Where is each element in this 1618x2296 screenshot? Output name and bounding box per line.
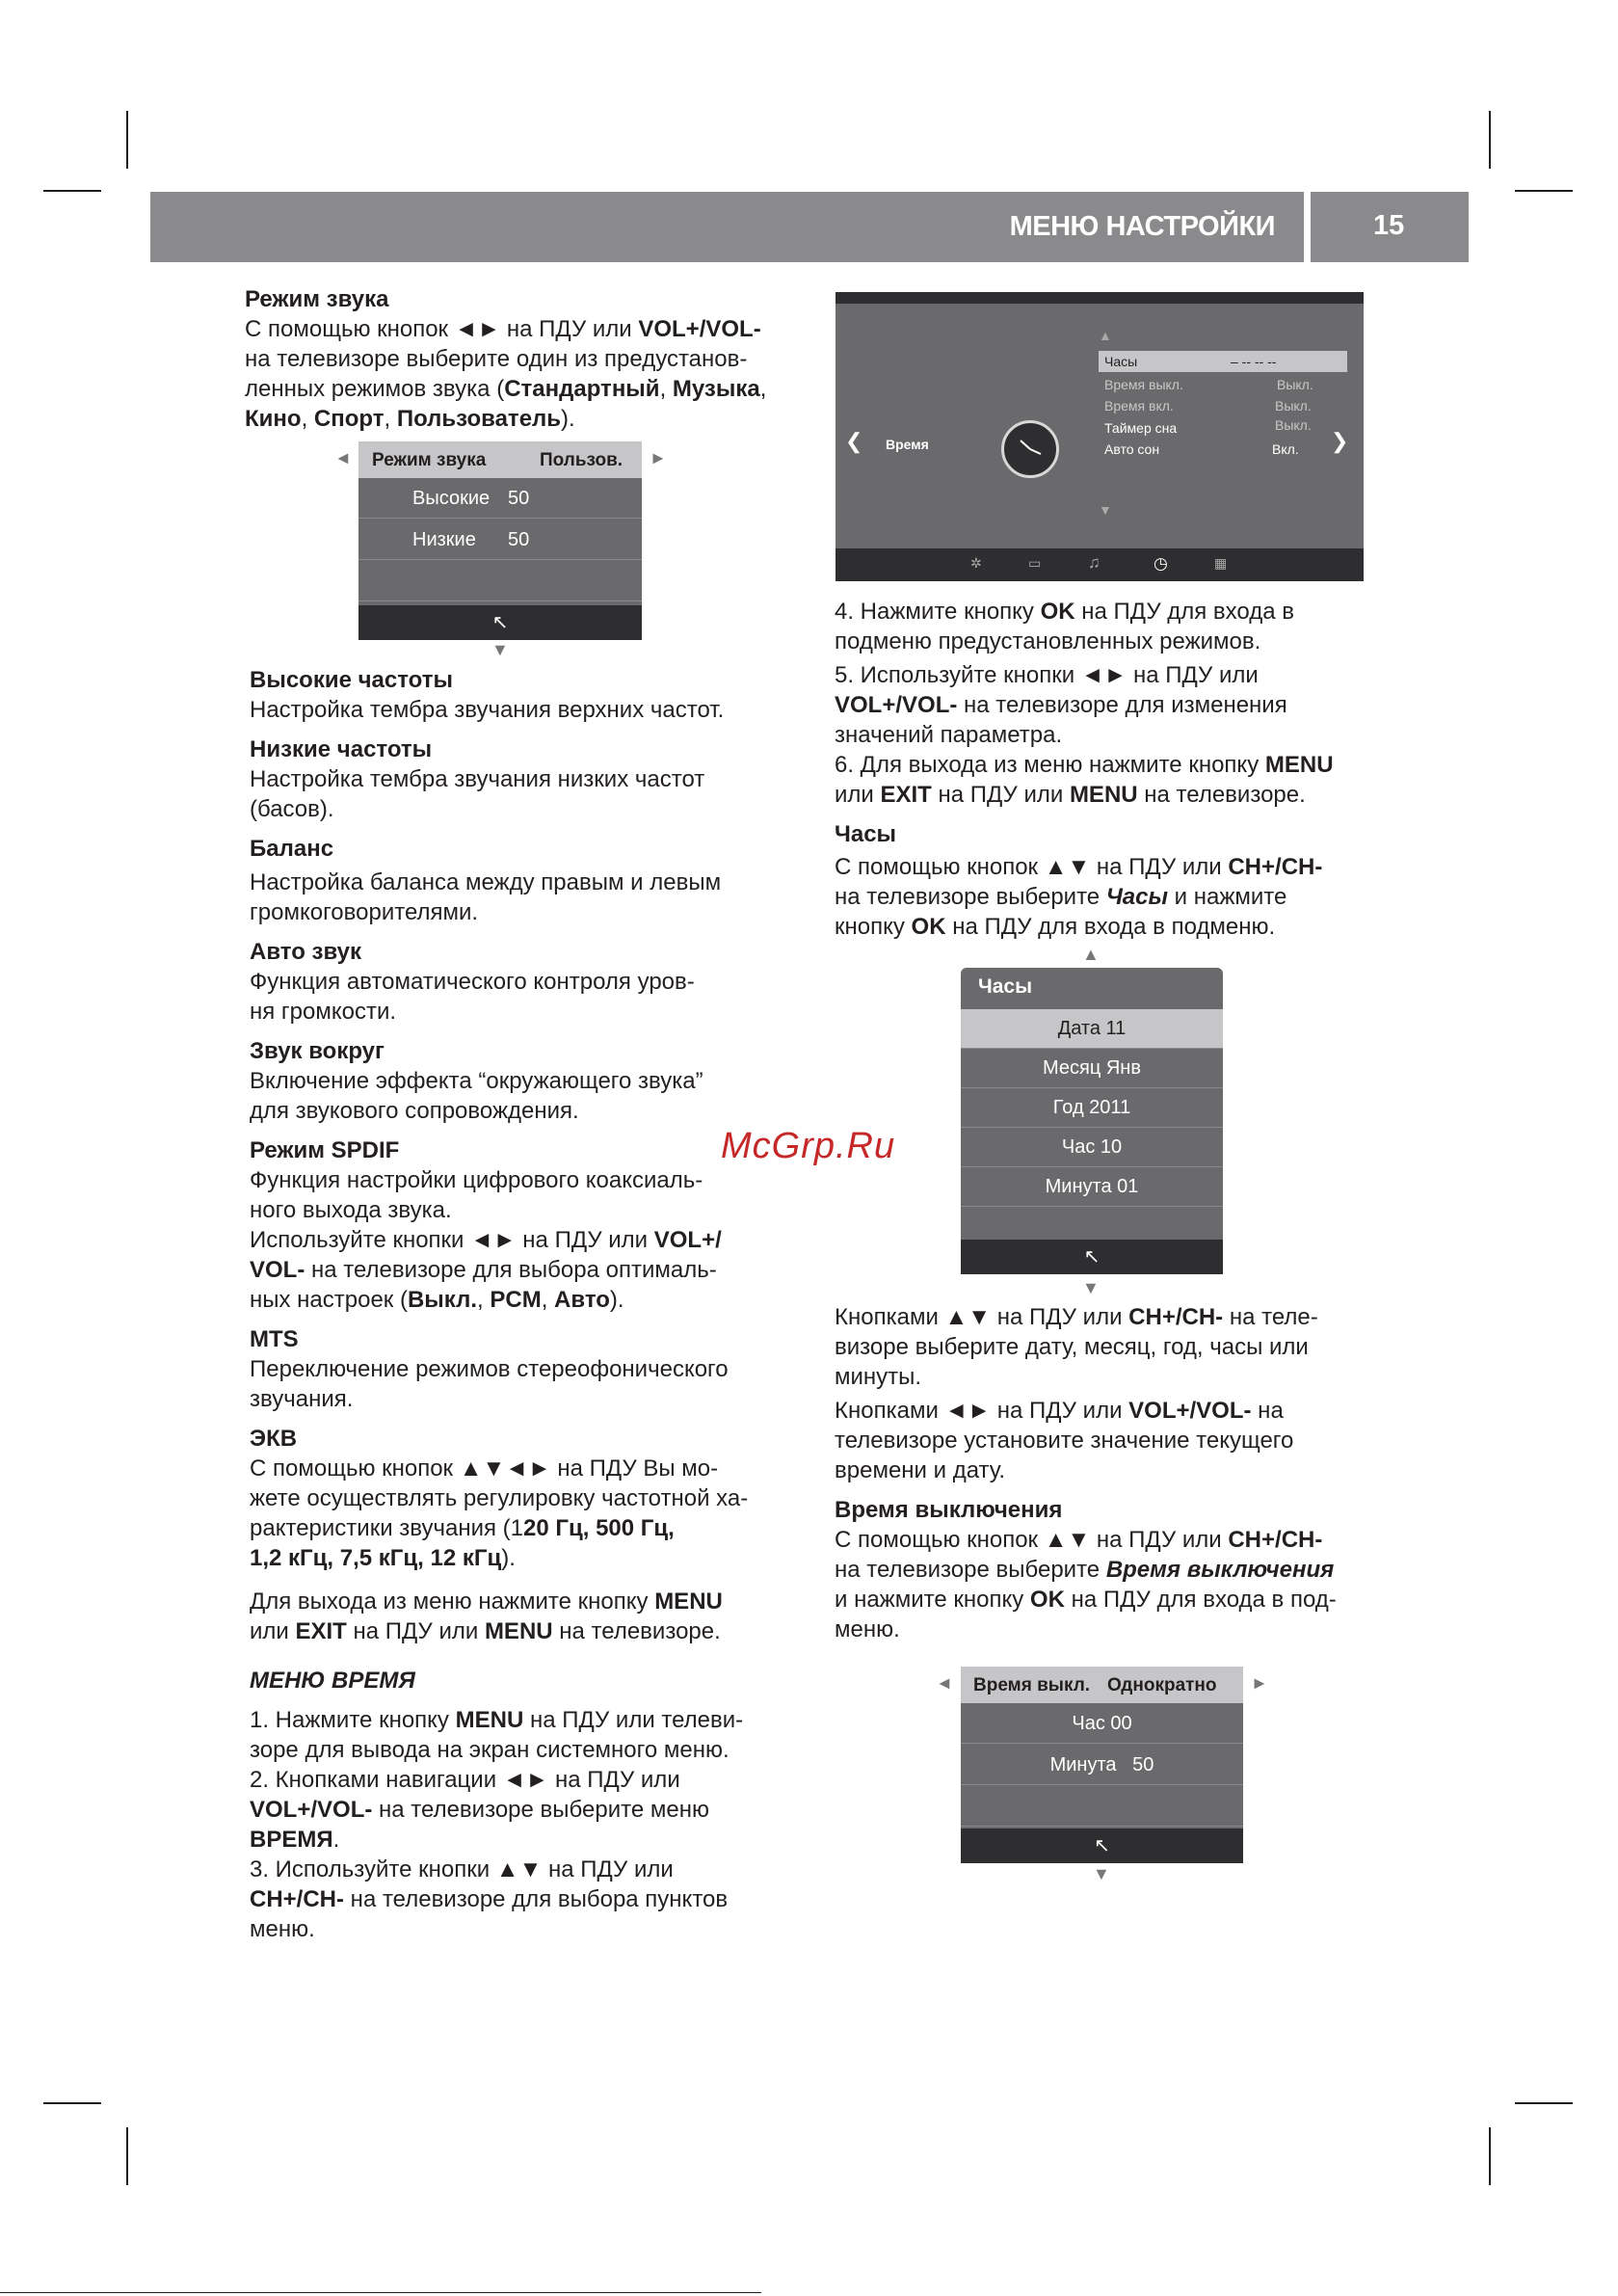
step-text: значений параметра.: [835, 722, 1063, 748]
step-text: 3. Используйте кнопки ▲▼ на ПДУ или: [250, 1856, 674, 1882]
screen-down-arrow-icon: ▼: [1099, 502, 1112, 518]
step-text: CH+/CH- на телевизоре для выбора пунктов: [250, 1886, 729, 1912]
time-steps-section: [835, 597, 1413, 942]
set-text: времени и дату.: [835, 1457, 1006, 1483]
up-arrow-icon: ▲: [1082, 945, 1100, 964]
tv-time-menu-screenshot: [836, 292, 1364, 581]
set-text: телевизоре установите значение текущего: [835, 1428, 1294, 1454]
off-menu-row-minute[interactable]: Минута 50: [961, 1746, 1243, 1785]
balance-title: Баланс: [250, 836, 334, 862]
treble-title: Высокие частоты: [250, 667, 453, 693]
down-arrow-icon: ▼: [1082, 1278, 1100, 1297]
clock-row-hour[interactable]: Час 10: [961, 1128, 1223, 1167]
sound-icon[interactable]: ♫: [1088, 553, 1101, 572]
left-arrow-icon: ◄: [334, 448, 352, 467]
step-text: 4. Нажмите кнопку OK на ПДУ для входа в: [835, 599, 1294, 625]
clock-submenu-title: Часы: [978, 975, 1033, 998]
crop-mark: [1515, 2102, 1573, 2104]
step-text: 5. Используйте кнопки ◄► на ПДУ или: [835, 662, 1259, 688]
row-value: 50: [508, 488, 530, 509]
sound-menu-row-empty: [358, 562, 642, 601]
off-menu-row-hour[interactable]: Час 00: [961, 1704, 1243, 1744]
sound-mode-text: на телевизоре выберите один из предустанов-: [245, 346, 748, 372]
screen-item-off-time[interactable]: Время выкл.: [1104, 377, 1183, 392]
bottom-rule: [0, 2292, 761, 2293]
step-text: 2. Кнопками навигации ◄► на ПДУ или: [250, 1767, 680, 1793]
step-text: 1. Нажмите кнопку MENU на ПДУ или телеви-: [250, 1707, 744, 1733]
clock-text: С помощью кнопок ▲▼ на ПДУ или CH+/CH-: [835, 854, 1323, 880]
off-time-text: С помощью кнопок ▲▼ на ПДУ или CH+/CH-: [835, 1527, 1323, 1553]
eq-title: ЭКВ: [250, 1426, 298, 1452]
bass-title: Низкие частоты: [250, 736, 433, 762]
setup-icon[interactable]: ▦: [1214, 555, 1228, 571]
crop-mark: [43, 190, 101, 192]
screen-left-chevron-icon[interactable]: ❮: [845, 429, 863, 453]
clock-row-month[interactable]: Месяц Янв: [961, 1049, 1223, 1088]
screen-section-label: Время: [886, 437, 929, 452]
off-time-text: на телевизоре выберите Время выключения: [835, 1557, 1335, 1583]
sound-mode-text: Кино, Спорт, Пользователь).: [245, 406, 575, 432]
return-icon[interactable]: ↖: [961, 1240, 1223, 1274]
screen-item-off-time-value: Выкл.: [1277, 377, 1313, 392]
screen-item-on-time-value: Выкл.: [1275, 398, 1312, 414]
time-tab-icon[interactable]: ◷: [1154, 554, 1168, 573]
sound-settings-section: [250, 665, 818, 1944]
off-menu-header-label: Время выкл.: [973, 1675, 1091, 1695]
spdif-text: ных настроек (Выкл., PCM, Авто).: [250, 1287, 624, 1313]
clock-text: кнопку OK на ПДУ для входа в подменю.: [835, 914, 1276, 940]
page-number-box: [1311, 192, 1469, 262]
sound-mode-text: С помощью кнопок ◄► на ПДУ или VOL+/VOL-: [245, 316, 761, 342]
sound-menu-header[interactable]: [358, 441, 642, 478]
screen-bottom-bar: [836, 548, 1364, 581]
crop-mark: [1489, 2127, 1491, 2185]
crop-mark: [1515, 190, 1573, 192]
set-text: визоре выберите дату, месяц, год, часы или: [835, 1334, 1309, 1360]
left-arrow-icon: ◄: [936, 1673, 953, 1693]
balance-text: громкоговорителями.: [250, 899, 479, 925]
set-text: Кнопками ◄► на ПДУ или VOL+/VOL- на: [835, 1398, 1284, 1424]
step-text: или EXIT на ПДУ или MENU на телевизоре.: [835, 782, 1306, 808]
set-text: Кнопками ▲▼ на ПДУ или CH+/CH- на теле-: [835, 1304, 1318, 1330]
sound-menu-row[interactable]: [358, 479, 642, 519]
right-arrow-icon: ►: [1251, 1673, 1268, 1693]
step-text: VOL+/VOL- на телевизоре для изменения: [835, 692, 1287, 718]
avl-text: Функция автоматического контроля уров-: [250, 969, 695, 995]
clock-row-minute[interactable]: Минута 01: [961, 1167, 1223, 1207]
treble-text: Настройка тембра звучания верхних частот.: [250, 697, 725, 723]
clock-row-year[interactable]: Год 2011: [961, 1088, 1223, 1128]
crop-mark: [126, 2127, 128, 2185]
sound-mode-section: [245, 284, 813, 434]
spdif-title: Режим SPDIF: [250, 1137, 400, 1163]
off-time-menu-widget: [961, 1667, 1243, 1863]
screen-item-clock[interactable]: Часы: [1104, 354, 1138, 369]
row-label: Высокие: [412, 488, 491, 509]
screen-item-auto-sleep-value: Вкл.: [1272, 441, 1299, 457]
sound-menu-widget: [358, 441, 642, 640]
eq-text: 1,2 кГц, 7,5 кГц, 12 кГц).: [250, 1545, 516, 1571]
off-time-title: Время выключения: [835, 1497, 1063, 1523]
down-arrow-icon: ▼: [1093, 1864, 1110, 1883]
screen-item-auto-sleep[interactable]: Авто сон: [1104, 441, 1160, 457]
clock-set-section: [835, 1302, 1413, 1644]
mts-text: Переключение режимов стереофонического: [250, 1356, 729, 1382]
eq-text: жете осуществлять регулировку частотной ха-: [250, 1485, 749, 1511]
screen-up-arrow-icon: ▲: [1099, 328, 1112, 343]
sound-menu-header-value: Пользов.: [540, 450, 623, 470]
step-text: VOL+/VOL- на телевизоре выберите меню: [250, 1797, 709, 1823]
page-header-bar: [150, 192, 1304, 262]
channel-icon[interactable]: ▭: [1028, 555, 1042, 571]
right-arrow-icon: ►: [650, 448, 667, 467]
crop-mark: [43, 2102, 101, 2104]
clock-text: на телевизоре выберите Часы и нажмите: [835, 884, 1287, 910]
off-time-text: и нажмите кнопку OK на ПДУ для входа в под-: [835, 1587, 1337, 1613]
screen-top-bar: [836, 292, 1364, 304]
page-number: 15: [1373, 210, 1405, 241]
step-text: подменю предустановленных режимов.: [835, 628, 1261, 654]
clock-title: Часы: [835, 821, 897, 847]
sound-menu-row[interactable]: [358, 521, 642, 560]
step-text: зоре для вывода на экран системного меню.: [250, 1737, 729, 1763]
return-icon[interactable]: ↖: [961, 1829, 1243, 1863]
avl-text: ня громкости.: [250, 999, 397, 1025]
bass-text: (басов).: [250, 796, 334, 822]
spdif-text: VOL- на телевизоре для выбора оптималь-: [250, 1257, 717, 1283]
surround-title: Звук вокруг: [250, 1038, 385, 1064]
clock-icon: [1001, 420, 1059, 478]
off-time-menu-header[interactable]: [961, 1667, 1243, 1703]
time-menu-title: МЕНЮ ВРЕМЯ: [250, 1668, 415, 1694]
screen-item-sleep-timer[interactable]: Таймер сна: [1104, 420, 1178, 436]
row-value: 50: [508, 529, 530, 550]
bass-text: Настройка тембра звучания низких частот: [250, 766, 705, 792]
screen-item-sleep-timer-value: Выкл.: [1275, 417, 1312, 433]
sound-mode-text: ленных режимов звука (Стандартный, Музыка,: [245, 376, 767, 402]
sound-menu-header-label: Режим звука: [372, 450, 487, 470]
screen-item-on-time[interactable]: Время вкл.: [1104, 398, 1174, 414]
off-time-text: меню.: [835, 1616, 900, 1642]
avl-title: Авто звук: [250, 939, 361, 965]
balance-text: Настройка баланса между правым и левым: [250, 869, 722, 895]
step-text: ВРЕМЯ.: [250, 1827, 340, 1853]
picture-icon[interactable]: ✲: [970, 555, 982, 571]
row-label: Низкие: [412, 529, 476, 550]
set-text: минуты.: [835, 1364, 922, 1390]
spdif-text: ного выхода звука.: [250, 1197, 452, 1223]
clock-submenu-widget: [961, 968, 1223, 1274]
return-icon[interactable]: ↖: [358, 605, 642, 640]
mts-title: MTS: [250, 1326, 299, 1352]
off-menu-row-empty: [961, 1787, 1243, 1827]
spdif-text: Используйте кнопки ◄► на ПДУ или VOL+/: [250, 1227, 722, 1253]
clock-row-date[interactable]: Дата 11: [961, 1009, 1223, 1049]
spdif-text: Функция настройки цифрового коаксиаль-: [250, 1167, 703, 1193]
exit-text: Для выхода из меню нажмите кнопку MENU: [250, 1589, 723, 1615]
watermark-text: McGrp.Ru: [721, 1126, 896, 1166]
step-text: 6. Для выхода из меню нажмите кнопку MENU: [835, 752, 1334, 778]
screen-right-chevron-icon[interactable]: ❯: [1331, 429, 1349, 453]
crop-mark: [1489, 111, 1491, 169]
sound-mode-title: Режим звука: [245, 286, 389, 312]
eq-text: С помощью кнопок ▲▼◄► на ПДУ Вы мо-: [250, 1455, 719, 1482]
mts-text: звучания.: [250, 1386, 354, 1412]
screen-item-clock-value: – -- -- --: [1231, 354, 1277, 369]
eq-text: рактеристики звучания (120 Гц, 500 Гц,: [250, 1515, 675, 1541]
surround-text: для звукового сопровождения.: [250, 1098, 579, 1124]
surround-text: Включение эффекта “окружающего звука”: [250, 1068, 703, 1094]
page-title: МЕНЮ НАСТРОЙКИ: [1009, 211, 1275, 242]
crop-mark: [126, 111, 128, 169]
exit-text: или EXIT на ПДУ или MENU на телевизоре.: [250, 1618, 721, 1644]
step-text: меню.: [250, 1916, 315, 1942]
off-menu-header-value: Однократно: [1107, 1675, 1217, 1695]
down-arrow-icon: ▼: [491, 640, 509, 659]
